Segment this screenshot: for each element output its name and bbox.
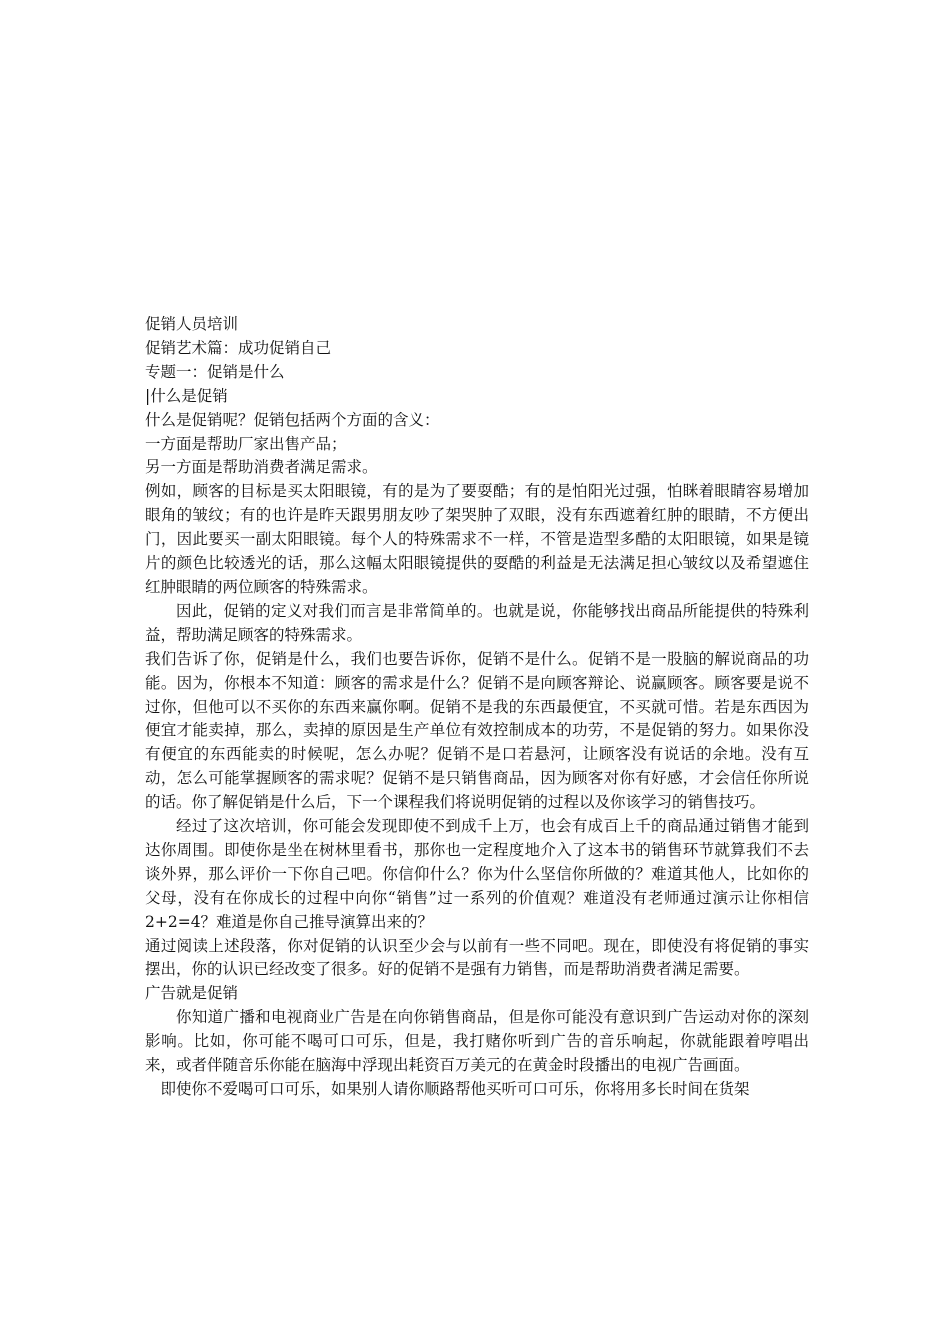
topic-heading: 专题一：促销是什么 xyxy=(145,362,285,381)
text-line: 另一方面是帮助消费者满足需求。 xyxy=(145,458,378,477)
document-title: 促销人员培训 xyxy=(145,315,239,333)
text-line: 什么是促销呢？促销包括两个方面的含义： xyxy=(145,410,440,429)
paragraph: 经过了这次培训，你可能会发现即使不到成千上万，也会有成百上千的商品通过销售才能到达你周围。即使你是坐在树林里看书，那你也一定程度地介入了这本书的销售环节就算我们不去谈外界，那么评价一下你自己吧。你信仰什么？你为什么坚信你所做的？难道其他人，比如你的父母，没有在你成长的过程中向你“销售”过一系列的价值观？难道没有老师通过演示让你相信 2+2=4？难道是你自己推导演算出来的？ xyxy=(145,817,809,931)
paragraph: 即使你不爱喝可口可乐，如果别人请你顺路帮他买听可口可乐，你将用多长时间在货架 xyxy=(160,1080,750,1098)
document-body xyxy=(145,313,809,1102)
subheading: |什么是促销 xyxy=(145,386,228,405)
paragraph: 你知道广播和电视商业广告是在向你销售商品，但是你可能没有意识到广告运动对你的深刻影响。比如，你可能不喝可口可乐，但是，我打赌你听到广告的音乐响起，你就能跟着哼唱出来，或者伴随音乐你能在脑海中浮现出耗资百万美元的在黄金时段播出的电视广告画面。 xyxy=(145,1008,809,1075)
paragraph: 例如，顾客的目标是买太阳眼镜，有的是为了要耍酷；有的是怕阳光过强，怕眯着眼睛容易增加眼角的皱纹；有的也许是昨天跟男朋友吵了架哭肿了双眼，没有东西遮着红肿的眼睛，不方便出门，因此要买一副太阳眼镜。每个人的特殊需求不一样，不管是造型多酷的太阳眼镜，如果是镜片的颜色比较透光的话，那么这幅太阳眼镜提供的耍酷的利益是无法满足担心皱纹以及希望遮住红肿眼睛的两位顾客的特殊需求。 xyxy=(145,482,809,596)
paragraph: 我们告诉了你，促销是什么，我们也要告诉你，促销不是什么。促销不是一股脑的解说商品的功能。因为，你根本不知道：顾客的需求是什么？促销不是向顾客辩论、说赢顾客。顾客要是说不过你，但他可以不买你的东西来赢你啊。促销不是我的东西最便宜，不买就可惜。若是东西因为便宜才能卖掉，那么，卖掉的原因是生产单位有效控制成本的功劳，不是促销的努力。如果你没有便宜的东西能卖的时候呢，怎么办呢？促销不是口若悬河，让顾客没有说话的余地。没有互动，怎么可能掌握顾客的需求呢？促销不是只销售商品，因为顾客对你有好感，才会信任你所说的话。你了解促销是什么后，下一个课程我们将说明促销的过程以及你该学习的销售技巧。 xyxy=(145,649,809,812)
section-title: 促销艺术篇：成功促销自己 xyxy=(145,338,332,357)
paragraph: 通过阅读上述段落，你对促销的认识至少会与以前有一些不同吧。现在，即使没有将促销的事实摆出，你的认识已经改变了很多。好的促销不是强有力销售，而是帮助消费者满足需要。 xyxy=(145,936,809,979)
subheading: 广告就是促销 xyxy=(145,984,239,1003)
paragraph: 因此，促销的定义对我们而言是非常简单的。也就是说，你能够找出商品所能提供的特殊利益，帮助满足顾客的特殊需求。 xyxy=(145,601,809,644)
text-line: 一方面是帮助厂家出售产品； xyxy=(145,434,347,453)
